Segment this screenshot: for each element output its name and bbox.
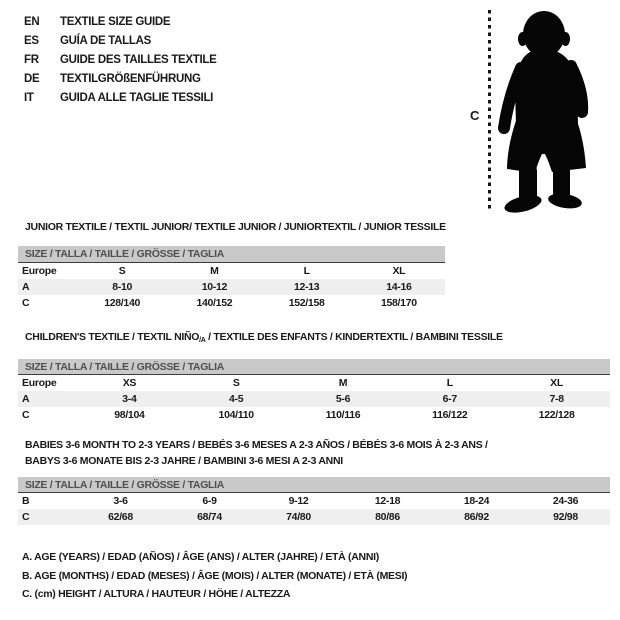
age-cell: 14-16 <box>386 281 412 293</box>
junior-table-title: JUNIOR TEXTILE / TEXTIL JUNIOR/ TEXTILE JUNIOR / JUNIORTEXTIL / JUNIOR TESSILE <box>25 221 446 233</box>
height-cell: 74/80 <box>286 511 311 523</box>
age-cell: 18-24 <box>463 495 490 507</box>
language-row-es <box>24 32 217 51</box>
language-row-en <box>24 13 217 32</box>
age-cell: 12-18 <box>374 495 401 507</box>
children-title-prefix: CHILDREN'S TEXTILE / TEXTIL NIÑO <box>25 331 200 343</box>
table-row-europe <box>18 375 610 391</box>
language-code: IT <box>24 92 34 104</box>
age-cell: 8-10 <box>112 281 133 293</box>
height-measure-label: C <box>470 108 480 123</box>
row-label: Europe <box>22 265 57 277</box>
height-cell: 92/98 <box>553 511 578 523</box>
height-cell: 62/68 <box>108 511 133 523</box>
age-cell: 9-12 <box>288 495 309 507</box>
guide-title-fr: GUIDE DES TAILLES TEXTILE <box>60 54 217 66</box>
age-cell: 12-13 <box>293 281 320 293</box>
footnote-age-months: B. AGE (MONTHS) / EDAD (MESES) / ÂGE (MOIS) / ALTER (MONATE) / ETÀ (MESI) <box>22 569 408 582</box>
children-table-title <box>25 331 610 347</box>
toddler-silhouette-icon <box>496 8 598 214</box>
size-cell: S <box>118 265 126 277</box>
language-row-fr <box>24 51 217 70</box>
table-row-age-months <box>18 493 610 509</box>
age-cell: 6-7 <box>442 393 457 405</box>
children-title-subscript: /A <box>199 337 206 344</box>
height-measure-dotted-line <box>488 10 491 212</box>
table-row-europe <box>18 263 445 279</box>
language-code: FR <box>24 54 39 66</box>
size-cell: M <box>338 377 348 389</box>
table-row-height <box>18 509 610 525</box>
legend-footnotes <box>22 548 407 604</box>
age-cell: 3-4 <box>122 393 137 405</box>
height-cell: 104/110 <box>218 409 254 421</box>
table-row-age <box>18 391 610 407</box>
babies-table-title <box>25 438 610 469</box>
children-size-table <box>18 331 610 423</box>
height-cell: 152/158 <box>288 297 325 309</box>
children-size-header: SIZE / TALLA / TAILLE / GRÖSSE / TAGLIA <box>18 359 610 375</box>
height-cell: 110/116 <box>325 409 361 421</box>
height-cell: 86/92 <box>464 511 489 523</box>
footnote-age-years: A. AGE (YEARS) / EDAD (AÑOS) / ÂGE (ANS) / ALTER (JAHRE) / ETÀ (ANNI) <box>22 551 379 563</box>
age-cell: 4-5 <box>229 393 244 405</box>
language-code: EN <box>24 16 40 28</box>
table-row-height <box>18 407 610 423</box>
size-cell: XL <box>392 265 406 277</box>
language-code: ES <box>24 35 39 47</box>
junior-size-table <box>18 221 445 311</box>
language-row-de <box>24 70 217 89</box>
height-cell: 68/74 <box>197 511 222 523</box>
size-cell: L <box>303 265 310 277</box>
age-cell: 24-36 <box>552 495 579 507</box>
babies-size-table <box>18 438 610 525</box>
size-cell: L <box>446 377 453 389</box>
age-cell: 10-12 <box>201 281 228 293</box>
row-label: A <box>22 281 30 293</box>
row-label: A <box>22 393 30 405</box>
language-row-it <box>24 89 217 108</box>
size-cell: S <box>232 377 240 389</box>
junior-size-header: SIZE / TALLA / TAILLE / GRÖSSE / TAGLIA <box>18 246 445 263</box>
table-row-height <box>18 295 445 311</box>
age-cell: 6-9 <box>202 495 217 507</box>
row-label: Europe <box>22 377 57 389</box>
size-cell: XL <box>550 377 563 389</box>
guide-title-es: GUÍA DE TALLAS <box>60 35 151 47</box>
babies-title-line2: BABYS 3-6 MONATE BIS 2-3 JAHRE / BAMBINI 3-6 MESI A 2-3 ANNI <box>25 454 343 467</box>
row-label: C <box>22 409 30 421</box>
language-title-list <box>24 13 217 108</box>
height-cell: 116/122 <box>432 409 468 421</box>
age-cell: 5-6 <box>335 393 351 405</box>
height-cell: 98/104 <box>114 409 145 421</box>
height-cell: 80/86 <box>375 511 400 523</box>
guide-title-en: TEXTILE SIZE GUIDE <box>60 16 171 28</box>
height-cell: 158/170 <box>380 297 417 309</box>
language-code: DE <box>24 73 40 85</box>
guide-title-it: GUIDA ALLE TAGLIE TESSILI <box>60 92 214 104</box>
children-title-suffix: / TEXTILE DES ENFANTS / KINDERTEXTIL / BAMBINI TESSILE <box>205 331 503 343</box>
row-label: C <box>22 511 30 523</box>
babies-size-header: SIZE / TALLA / TAILLE / GRÖSSE / TAGLIA <box>18 477 610 493</box>
age-cell: 7-8 <box>549 393 564 405</box>
table-row-age <box>18 279 445 295</box>
age-cell: 3-6 <box>113 495 128 507</box>
row-label: B <box>22 495 30 507</box>
size-cell: XS <box>122 377 137 389</box>
height-cell: 128/140 <box>104 297 141 309</box>
footnote-height-cm: C. (cm) HEIGHT / ALTURA / HAUTEUR / HÖHE / ALTEZZA <box>22 588 291 601</box>
row-label: C <box>22 297 30 309</box>
size-cell: M <box>210 265 219 277</box>
guide-title-de: TEXTILGRÖßENFÜHRUNG <box>60 73 201 85</box>
height-cell: 140/152 <box>196 297 233 309</box>
height-cell: 122/128 <box>538 409 575 421</box>
babies-title-line1: BABIES 3-6 MONTH TO 2-3 YEARS / BEBÉS 3-6 MESES A 2-3 AÑOS / BÉBÉS 3-6 MOIS À 2-3 ANS / <box>25 439 488 451</box>
